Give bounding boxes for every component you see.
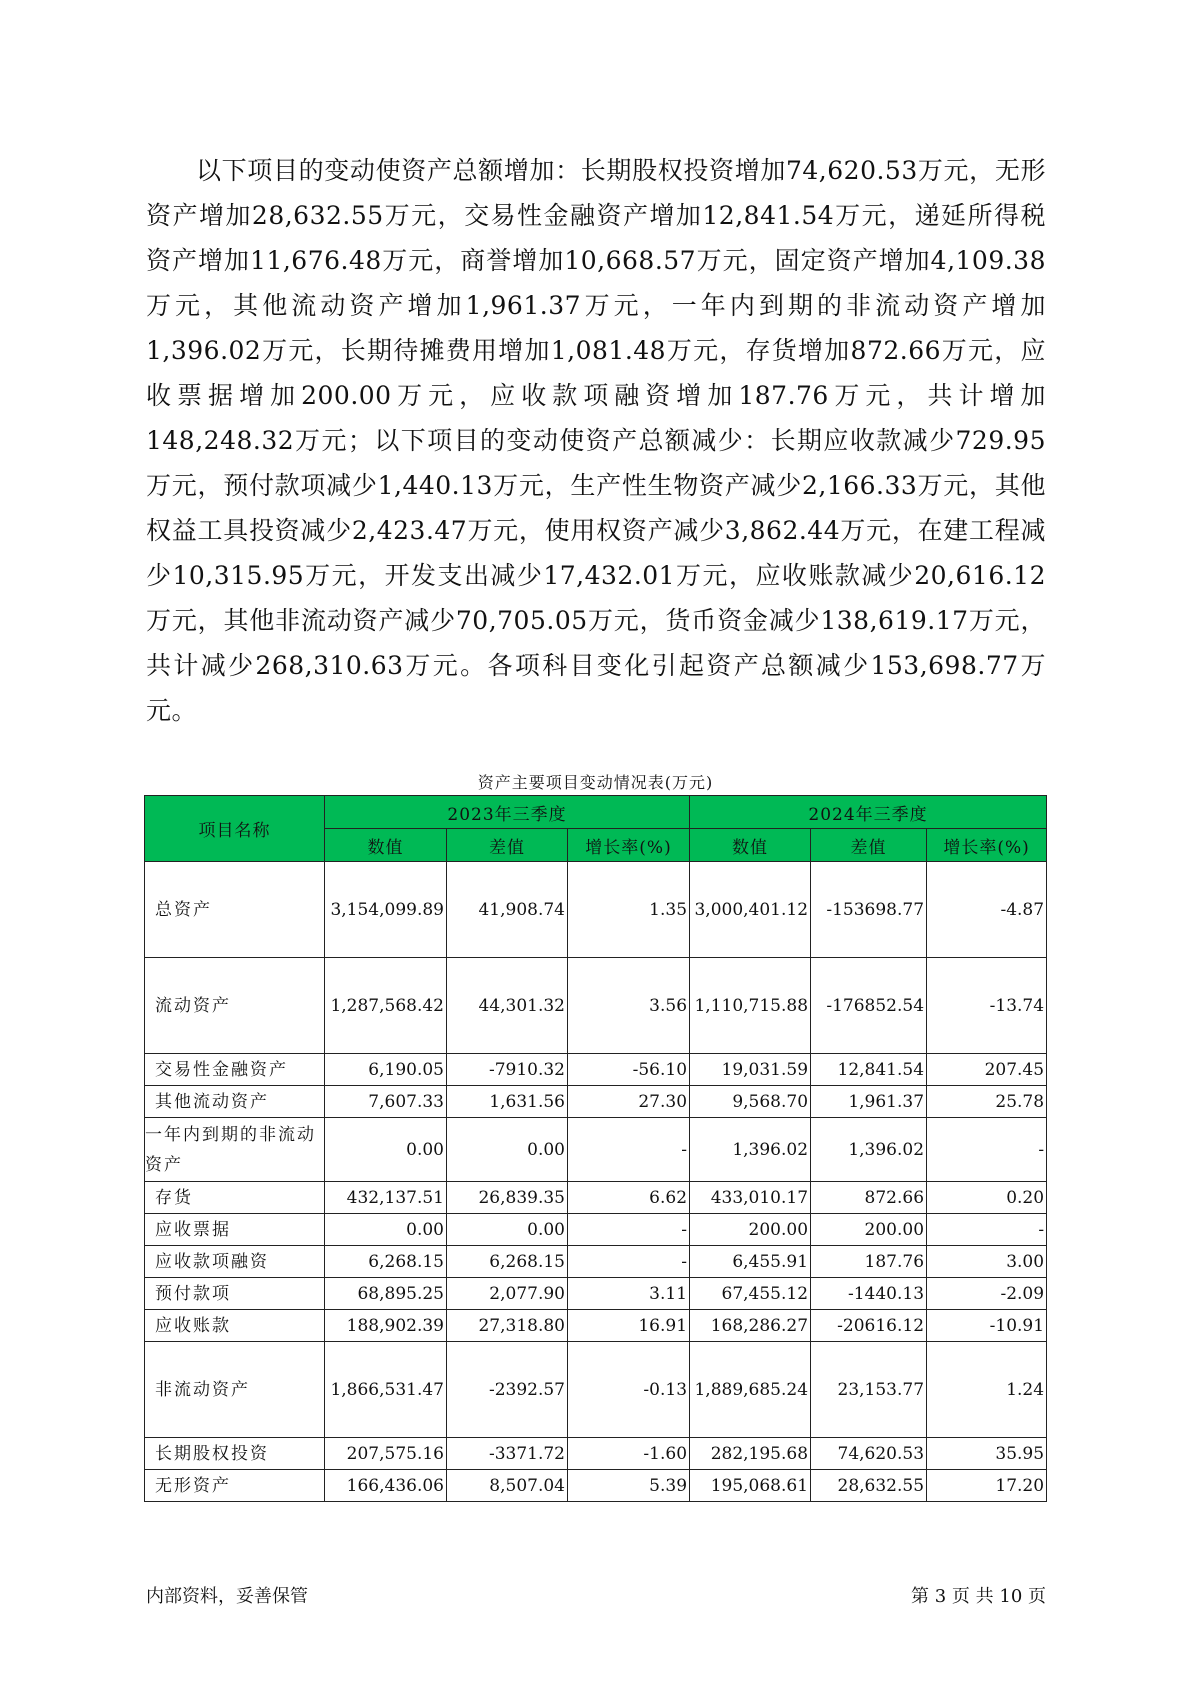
cell-diff-2023: -2392.57	[447, 1342, 568, 1438]
cell-growth-2024: 17.20	[927, 1470, 1047, 1502]
cell-diff-2024: -1440.13	[811, 1278, 927, 1310]
cell-diff-2023: 2,077.90	[447, 1278, 568, 1310]
row-item-name: 预付款项	[145, 1278, 325, 1310]
cell-diff-2023: 0.00	[447, 1118, 568, 1182]
cell-diff-2023: 0.00	[447, 1214, 568, 1246]
row-item-name: 其他流动资产	[145, 1086, 325, 1118]
cell-diff-2023: 8,507.04	[447, 1470, 568, 1502]
cell-value-2024: 1,889,685.24	[690, 1342, 811, 1438]
cell-growth-2023: 6.62	[568, 1182, 690, 1214]
cell-growth-2023: -	[568, 1214, 690, 1246]
cell-value-2023: 1,866,531.47	[325, 1342, 447, 1438]
table-row	[145, 1278, 1047, 1310]
cell-growth-2023: -	[568, 1118, 690, 1182]
row-item-name: 总资产	[145, 862, 325, 958]
row-item-name: 应收账款	[145, 1310, 325, 1342]
cell-diff-2023: 6,268.15	[447, 1246, 568, 1278]
cell-diff-2023: 44,301.32	[447, 958, 568, 1054]
cell-growth-2024: 207.45	[927, 1054, 1047, 1086]
cell-value-2024: 200.00	[690, 1214, 811, 1246]
table-row	[145, 1118, 1047, 1182]
cell-value-2024: 433,010.17	[690, 1182, 811, 1214]
cell-value-2023: 7,607.33	[325, 1086, 447, 1118]
row-item-name: 应收款项融资	[145, 1246, 325, 1278]
cell-growth-2023: 1.35	[568, 862, 690, 958]
cell-growth-2023: 27.30	[568, 1086, 690, 1118]
cell-value-2023: 207,575.16	[325, 1438, 447, 1470]
cell-diff-2024: 200.00	[811, 1214, 927, 1246]
cell-growth-2024: 1.24	[927, 1342, 1047, 1438]
cell-value-2024: 1,110,715.88	[690, 958, 811, 1054]
cell-growth-2024: 25.78	[927, 1086, 1047, 1118]
cell-diff-2023: -7910.32	[447, 1054, 568, 1086]
subheader-diff-2023: 差值	[447, 829, 568, 862]
cell-value-2023: 432,137.51	[325, 1182, 447, 1214]
cell-growth-2023: -	[568, 1246, 690, 1278]
table-row	[145, 1342, 1047, 1438]
table-row	[145, 1086, 1047, 1118]
table-row	[145, 958, 1047, 1054]
cell-value-2024: 3,000,401.12	[690, 862, 811, 958]
cell-diff-2023: 41,908.74	[447, 862, 568, 958]
cell-value-2023: 0.00	[325, 1214, 447, 1246]
cell-growth-2023: 3.11	[568, 1278, 690, 1310]
header-period-2023: 2023年三季度	[325, 796, 690, 829]
cell-diff-2024: 28,632.55	[811, 1470, 927, 1502]
table-caption: 资产主要项目变动情况表(万元)	[477, 773, 714, 792]
table-row	[145, 1310, 1047, 1342]
row-item-name: 流动资产	[145, 958, 325, 1054]
cell-value-2023: 3,154,099.89	[325, 862, 447, 958]
cell-diff-2023: 1,631.56	[447, 1086, 568, 1118]
footer-confidential-note: 内部资料，妥善保管	[146, 1586, 308, 1607]
subheader-value-2024: 数值	[690, 829, 811, 862]
cell-growth-2023: -0.13	[568, 1342, 690, 1438]
cell-value-2024: 6,455.91	[690, 1246, 811, 1278]
cell-value-2024: 168,286.27	[690, 1310, 811, 1342]
cell-diff-2024: 12,841.54	[811, 1054, 927, 1086]
body-paragraph: 以下项目的变动使资产总额增加：长期股权投资增加74,620.53万元，无形资产增加28,632.55万元，交易性金融资产增加12,841.54万元，递延所得税资产增加11,676.48万元，商誉增加10,668.57万元，固定资产增加4,109.38万元，其他流动资产增加1,961.37万元，一年内到期的非流动资产增加1,396.02万元，长期待摊费用增加1,081.48万元，存货增加872.66万元，应收票据增加200.00万元，应收款项融资增加187.76万元，共计增加148,248.32万元；以下项目的变动使资产总额减少：长期应收款减少729.95万元，预付款项减少1,440.13万元，生产性生物资产减少2,166.33万元，其他权益工具投资减少2,423.47万元，使用权资产减少3,862.44万元，在建工程减少10,315.95万元，开发支出减少17,432.01万元，应收账款减少20,616.12万元，其他非流动资产减少70,705.05万元，货币资金减少138,619.17万元，共计减少268,310.63万元。各项科目变化引起资产总额减少153,698.77万元。	[146, 156, 1046, 725]
cell-diff-2024: 1,396.02	[811, 1118, 927, 1182]
asset-change-table	[144, 795, 1047, 1502]
cell-growth-2024: 3.00	[927, 1246, 1047, 1278]
row-item-name: 长期股权投资	[145, 1438, 325, 1470]
cell-diff-2024: 1,961.37	[811, 1086, 927, 1118]
cell-value-2023: 188,902.39	[325, 1310, 447, 1342]
cell-diff-2024: 872.66	[811, 1182, 927, 1214]
cell-growth-2023: -1.60	[568, 1438, 690, 1470]
row-item-name: 应收票据	[145, 1214, 325, 1246]
cell-value-2023: 0.00	[325, 1118, 447, 1182]
cell-diff-2024: 23,153.77	[811, 1342, 927, 1438]
cell-diff-2024: -20616.12	[811, 1310, 927, 1342]
cell-growth-2024: -10.91	[927, 1310, 1047, 1342]
table-row	[145, 1470, 1047, 1502]
cell-value-2023: 68,895.25	[325, 1278, 447, 1310]
cell-diff-2024: 74,620.53	[811, 1438, 927, 1470]
cell-growth-2024: -4.87	[927, 862, 1047, 958]
cell-value-2023: 6,190.05	[325, 1054, 447, 1086]
cell-diff-2024: -176852.54	[811, 958, 927, 1054]
cell-diff-2024: 187.76	[811, 1246, 927, 1278]
row-item-name: 一年内到期的非流动资产	[145, 1118, 325, 1182]
cell-growth-2023: -56.10	[568, 1054, 690, 1086]
cell-growth-2023: 16.91	[568, 1310, 690, 1342]
cell-value-2023: 166,436.06	[325, 1470, 447, 1502]
header-item-name: 项目名称	[145, 796, 325, 862]
footer-page-number: 第 3 页 共 10 页	[911, 1586, 1046, 1607]
table-row	[145, 1054, 1047, 1086]
subheader-value-2023: 数值	[325, 829, 447, 862]
header-period-2024: 2024年三季度	[690, 796, 1047, 829]
subheader-diff-2024: 差值	[811, 829, 927, 862]
cell-value-2024: 195,068.61	[690, 1470, 811, 1502]
subheader-growth-2023: 增长率(%)	[568, 829, 690, 862]
row-item-name: 非流动资产	[145, 1342, 325, 1438]
cell-growth-2024: 35.95	[927, 1438, 1047, 1470]
table-row	[145, 1438, 1047, 1470]
cell-growth-2024: -	[927, 1214, 1047, 1246]
cell-growth-2023: 5.39	[568, 1470, 690, 1502]
cell-value-2024: 67,455.12	[690, 1278, 811, 1310]
cell-value-2024: 19,031.59	[690, 1054, 811, 1086]
row-item-name: 无形资产	[145, 1470, 325, 1502]
cell-value-2024: 9,568.70	[690, 1086, 811, 1118]
cell-value-2023: 1,287,568.42	[325, 958, 447, 1054]
table-row	[145, 1182, 1047, 1214]
cell-growth-2023: 3.56	[568, 958, 690, 1054]
table-row	[145, 1214, 1047, 1246]
table-row	[145, 1246, 1047, 1278]
cell-value-2024: 1,396.02	[690, 1118, 811, 1182]
cell-growth-2024: -13.74	[927, 958, 1047, 1054]
cell-value-2024: 282,195.68	[690, 1438, 811, 1470]
cell-growth-2024: 0.20	[927, 1182, 1047, 1214]
cell-diff-2023: 27,318.80	[447, 1310, 568, 1342]
cell-growth-2024: -2.09	[927, 1278, 1047, 1310]
cell-diff-2023: -3371.72	[447, 1438, 568, 1470]
row-item-name: 交易性金融资产	[145, 1054, 325, 1086]
cell-diff-2023: 26,839.35	[447, 1182, 568, 1214]
table-row	[145, 862, 1047, 958]
cell-value-2023: 6,268.15	[325, 1246, 447, 1278]
subheader-growth-2024: 增长率(%)	[927, 829, 1047, 862]
row-item-name: 存货	[145, 1182, 325, 1214]
cell-diff-2024: -153698.77	[811, 862, 927, 958]
cell-growth-2024: -	[927, 1118, 1047, 1182]
